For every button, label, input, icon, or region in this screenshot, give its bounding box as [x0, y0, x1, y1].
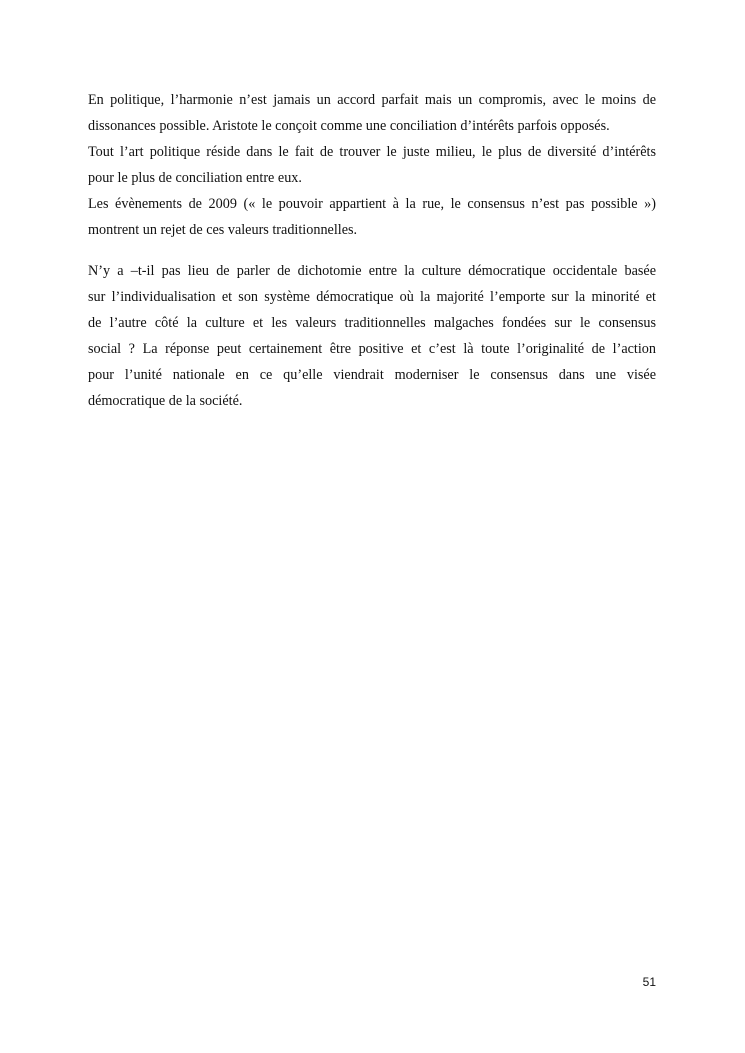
text-line: sur l’individualisation et son système démocratique où la majorité l’emporte sur la minorité et [88, 289, 656, 305]
text-line: Tout l’art politique réside dans le fait de trouver le juste milieu, le plus de diversité d’intérêts [88, 144, 656, 160]
text-line: montrent un rejet de ces valeurs traditionnelles. [88, 222, 358, 238]
paragraph-harmonie [88, 87, 656, 243]
text-line: démocratique de la société. [88, 393, 243, 409]
text-line: dissonances possible. Aristote le conçoit comme une conciliation d’intérêts parfois opposés. [88, 118, 610, 134]
text-line: pour le plus de conciliation entre eux. [88, 170, 302, 186]
text-line: de l’autre côté la culture et les valeurs traditionnelles malgaches fondées sur le consensus [88, 315, 656, 331]
text-line: En politique, l’harmonie n’est jamais un accord parfait mais un compromis, avec le moins de [88, 92, 656, 108]
paragraph-dichotomie [88, 258, 656, 414]
text-line: N’y a –t-il pas lieu de parler de dichotomie entre la culture démocratique occidentale basée [88, 263, 656, 279]
text-line: social ? La réponse peut certainement être positive et c’est là toute l’originalité de l’action [88, 341, 656, 357]
text-line: Les évènements de 2009 (« le pouvoir appartient à la rue, le consensus n’est pas possible ») [88, 196, 656, 212]
page-number: 51 [642, 975, 656, 989]
text-line: pour l’unité nationale en ce qu’elle viendrait moderniser le consensus dans une visée [88, 367, 656, 383]
